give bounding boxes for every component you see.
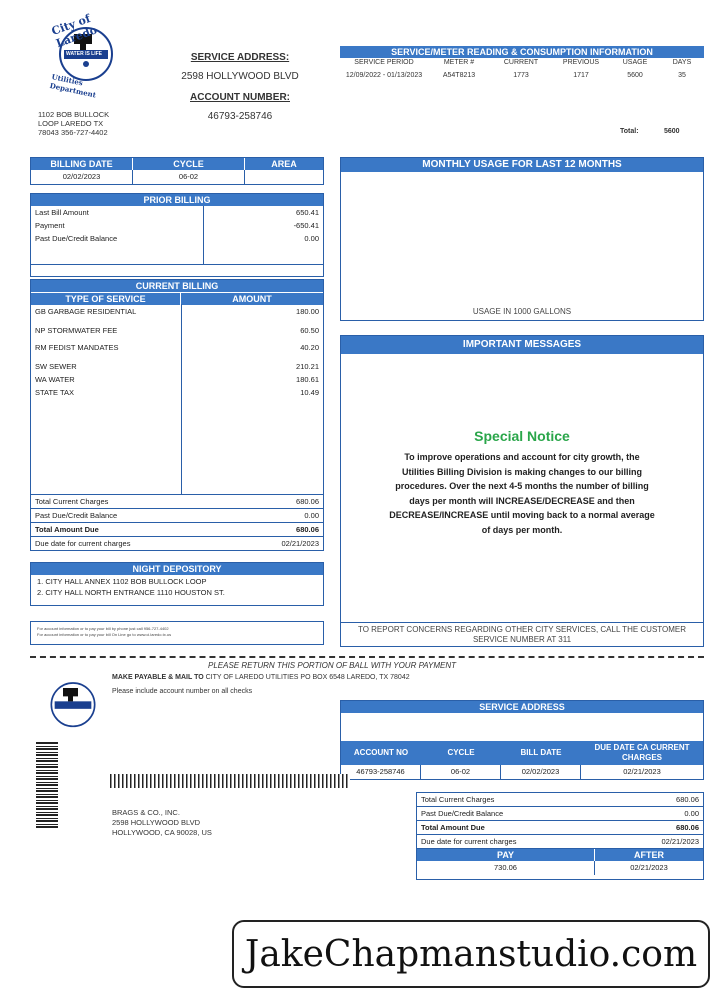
stub-value: 02/02/2023 bbox=[501, 765, 581, 779]
special-notice-body: To improve operations and account for city growth, the Utilities Billing Division is making changes to our billing procedures. Over the next 4-5 months the number of billing days per month will INCREASE/DECREASE and then DECREASE/INCREASE until moving back to a normal average of days per month. bbox=[389, 452, 655, 535]
charge-value: 180.61 bbox=[296, 375, 319, 384]
billing-info-table bbox=[30, 157, 324, 185]
watermark bbox=[232, 920, 710, 988]
billing-date-header: BILLING DATE bbox=[31, 158, 133, 170]
after-value: 02/21/2023 bbox=[630, 863, 668, 872]
stub-summary-value: 02/21/2023 bbox=[661, 837, 699, 846]
charge-value: 60.50 bbox=[300, 326, 319, 335]
stub-summary-row bbox=[417, 806, 703, 820]
prior-label: Last Bill Amount bbox=[35, 208, 89, 217]
meter-header: PREVIOUS bbox=[562, 59, 600, 66]
account-label: ACCOUNT NUMBER: bbox=[190, 92, 290, 103]
summary-value: 02/21/2023 bbox=[281, 539, 319, 548]
area-header: AREA bbox=[271, 159, 297, 169]
sender-address bbox=[38, 110, 109, 137]
meter-header: DAYS bbox=[672, 59, 692, 66]
stub-value: 46793-258746 bbox=[341, 765, 421, 779]
pay-value: 730.06 bbox=[417, 861, 595, 875]
summary-row bbox=[31, 494, 323, 508]
report-concerns: TO REPORT CONCERNS REGARDING OTHER CITY SERVICES, CALL THE CUSTOMER SERVICE NUMBER AT 311 bbox=[341, 622, 703, 647]
charge-value: 10.49 bbox=[300, 388, 319, 397]
stub-summary-label: Total Amount Due bbox=[421, 823, 485, 832]
mail-to bbox=[112, 808, 212, 838]
amount-header: AMOUNT bbox=[181, 292, 323, 305]
sender-line1: 1102 BOB BULLOCK bbox=[38, 110, 110, 119]
after-label: AFTER bbox=[634, 850, 664, 860]
charge-label: SW SEWER bbox=[35, 362, 77, 371]
meter-value: 5600 bbox=[627, 72, 643, 79]
charge-label: RM FEDIST MANDATES bbox=[35, 343, 119, 352]
stub-service-address-title: SERVICE ADDRESS bbox=[341, 701, 703, 713]
stub-summary-row bbox=[417, 820, 703, 834]
stub-table bbox=[340, 700, 704, 780]
charge-label: NP STORMWATER FEE bbox=[35, 326, 118, 335]
prior-value: 0.00 bbox=[304, 234, 319, 243]
pay-label: PAY bbox=[417, 849, 595, 861]
meter-header: CURRENT bbox=[503, 59, 539, 66]
payable-bold: MAKE PAYABLE & MAIL TO bbox=[112, 674, 204, 681]
usage-footer: USAGE IN 1000 GALLONS bbox=[472, 307, 572, 316]
messages-panel bbox=[340, 335, 704, 647]
city-logo bbox=[44, 10, 128, 100]
service-address-value: 2598 HOLLYWOOD BLVD bbox=[181, 71, 299, 82]
meter-value: 12/09/2022 - 01/13/2023 bbox=[345, 72, 423, 79]
charge-label: STATE TAX bbox=[35, 388, 75, 397]
meter-headers bbox=[340, 59, 704, 66]
stub-header: BILL DATE bbox=[520, 748, 562, 757]
current-summary bbox=[31, 494, 323, 550]
prior-label: Payment bbox=[35, 221, 65, 230]
depository-item: 1. CITY HALL ANNEX 1102 BOB BULLOCK LOOP bbox=[37, 577, 207, 586]
fine-print-line1: For account information or to pay your bill by phone just call 956-727-4402 bbox=[37, 626, 169, 631]
tear-line bbox=[30, 656, 704, 658]
logo-bottom-text: Utilities Department bbox=[48, 72, 97, 100]
service-address-label: SERVICE ADDRESS: bbox=[190, 52, 290, 63]
stub-value: 02/21/2023 bbox=[623, 767, 661, 776]
monthly-usage-title: MONTHLY USAGE FOR LAST 12 MONTHS bbox=[341, 158, 703, 172]
payable-rest: CITY OF LAREDO UTILITIES PO BOX 6548 LAREDO, TX 78042 bbox=[205, 674, 410, 681]
current-billing-title: CURRENT BILLING bbox=[31, 280, 323, 292]
monthly-usage-panel bbox=[340, 157, 704, 321]
summary-label: Total Amount Due bbox=[35, 525, 99, 534]
payable-line bbox=[112, 674, 410, 681]
night-depository bbox=[30, 562, 324, 606]
meter-value: 1773 bbox=[513, 72, 529, 79]
stub-header: DUE DATE CA CURRENT CHARGES bbox=[594, 743, 690, 762]
cycle-value: 06-02 bbox=[133, 170, 245, 184]
summary-label: Due date for current charges bbox=[35, 539, 131, 548]
vertical-barcode bbox=[36, 742, 58, 828]
mail-to-line3: HOLLYWOOD, CA 90028, US bbox=[112, 828, 212, 837]
prior-row bbox=[31, 206, 323, 219]
charge-label: GB GARBAGE RESIDENTIAL bbox=[35, 307, 137, 316]
summary-value: 0.00 bbox=[304, 511, 319, 520]
sender-line2: LOOP LAREDO TX bbox=[38, 119, 104, 128]
meter-value: 1717 bbox=[573, 72, 589, 79]
stub-summary-label: Total Current Charges bbox=[421, 795, 495, 804]
charge-row bbox=[31, 324, 323, 337]
summary-row bbox=[31, 508, 323, 522]
prior-row bbox=[31, 219, 323, 232]
mail-to-line1: BRAGS & CO., INC. bbox=[112, 808, 180, 817]
stub-summary-row bbox=[417, 793, 703, 806]
stub-summary-value: 680.06 bbox=[676, 823, 699, 832]
meter-title: SERVICE/METER READING & CONSUMPTION INFORMATION bbox=[340, 46, 704, 58]
charge-row bbox=[31, 386, 323, 399]
stub-header: ACCOUNT NO bbox=[353, 748, 409, 757]
logo-banner: WATER IS LIFE bbox=[66, 51, 103, 57]
postal-barcode bbox=[110, 774, 350, 788]
mail-to-line2: 2598 HOLLYWOOD BLVD bbox=[112, 818, 201, 827]
summary-row bbox=[31, 522, 323, 536]
watermark-text: JakeChapmanstudio.com bbox=[244, 933, 698, 975]
area-value bbox=[245, 170, 323, 184]
charge-value: 180.00 bbox=[296, 307, 319, 316]
meter-total-value: 5600 bbox=[664, 128, 680, 135]
summary-label: Total Current Charges bbox=[35, 497, 109, 506]
stub-summary-label: Due date for current charges bbox=[421, 837, 517, 846]
meter-header: METER # bbox=[443, 59, 475, 66]
messages-title: IMPORTANT MESSAGES bbox=[341, 336, 703, 354]
service-address-block bbox=[160, 52, 320, 122]
summary-value: 680.06 bbox=[296, 497, 319, 506]
charge-row bbox=[31, 373, 323, 386]
sender-line3: 78043 356-727-4402 bbox=[38, 128, 108, 137]
cycle-header: CYCLE bbox=[133, 158, 245, 170]
stub-summary-value: 680.06 bbox=[676, 795, 699, 804]
account-value: 46793-258746 bbox=[207, 111, 273, 122]
meter-header: USAGE bbox=[622, 59, 648, 66]
prior-label: Past Due/Credit Balance bbox=[35, 234, 118, 243]
meter-value: A54T8213 bbox=[442, 72, 476, 79]
stub-summary bbox=[416, 792, 704, 880]
depository-item: 2. CITY HALL NORTH ENTRANCE 1110 HOUSTON ST. bbox=[37, 588, 225, 597]
billing-date-value: 02/02/2023 bbox=[31, 170, 133, 184]
logo-top-text: City of Laredo bbox=[49, 11, 99, 51]
prior-value: 650.41 bbox=[296, 208, 319, 217]
prior-row bbox=[31, 232, 323, 245]
special-notice-heading: Special Notice bbox=[474, 428, 570, 444]
meter-value: 35 bbox=[678, 72, 686, 79]
prior-value: -650.41 bbox=[293, 221, 319, 230]
night-depository-title: NIGHT DEPOSITORY bbox=[31, 563, 323, 575]
fine-print bbox=[30, 621, 324, 645]
current-billing bbox=[30, 279, 324, 551]
return-note: PLEASE RETURN THIS PORTION OF BALL WITH YOUR PAYMENT bbox=[208, 661, 457, 670]
type-of-service-header: TYPE OF SERVICE bbox=[31, 292, 181, 305]
summary-row bbox=[31, 536, 323, 550]
meter-values bbox=[340, 72, 704, 79]
stub-summary-label: Past Due/Credit Balance bbox=[421, 809, 504, 818]
meter-header: SERVICE PERIOD bbox=[354, 59, 414, 66]
charge-row bbox=[31, 360, 323, 373]
meter-total-label: Total: bbox=[620, 128, 639, 135]
stub-summary-value: 0.00 bbox=[684, 809, 699, 818]
charge-value: 210.21 bbox=[296, 362, 319, 371]
fine-print-line2: For account information or to pay your bill On Line go to www.ci.laredo.tx.us bbox=[37, 632, 172, 637]
prior-billing-title: PRIOR BILLING bbox=[31, 194, 323, 206]
stub-logo bbox=[38, 668, 108, 738]
charge-row bbox=[31, 341, 323, 354]
stub-value: 06-02 bbox=[421, 765, 501, 779]
summary-value: 680.06 bbox=[296, 525, 319, 534]
prior-billing bbox=[30, 193, 324, 277]
stub-summary-row bbox=[417, 834, 703, 848]
summary-label: Past Due/Credit Balance bbox=[35, 511, 118, 520]
include-note: Please include account number on all checks bbox=[112, 688, 253, 695]
charge-label: WA WATER bbox=[35, 375, 75, 384]
charge-value: 40.20 bbox=[300, 343, 319, 352]
stub-header: CYCLE bbox=[447, 748, 475, 757]
charge-row bbox=[31, 305, 323, 318]
